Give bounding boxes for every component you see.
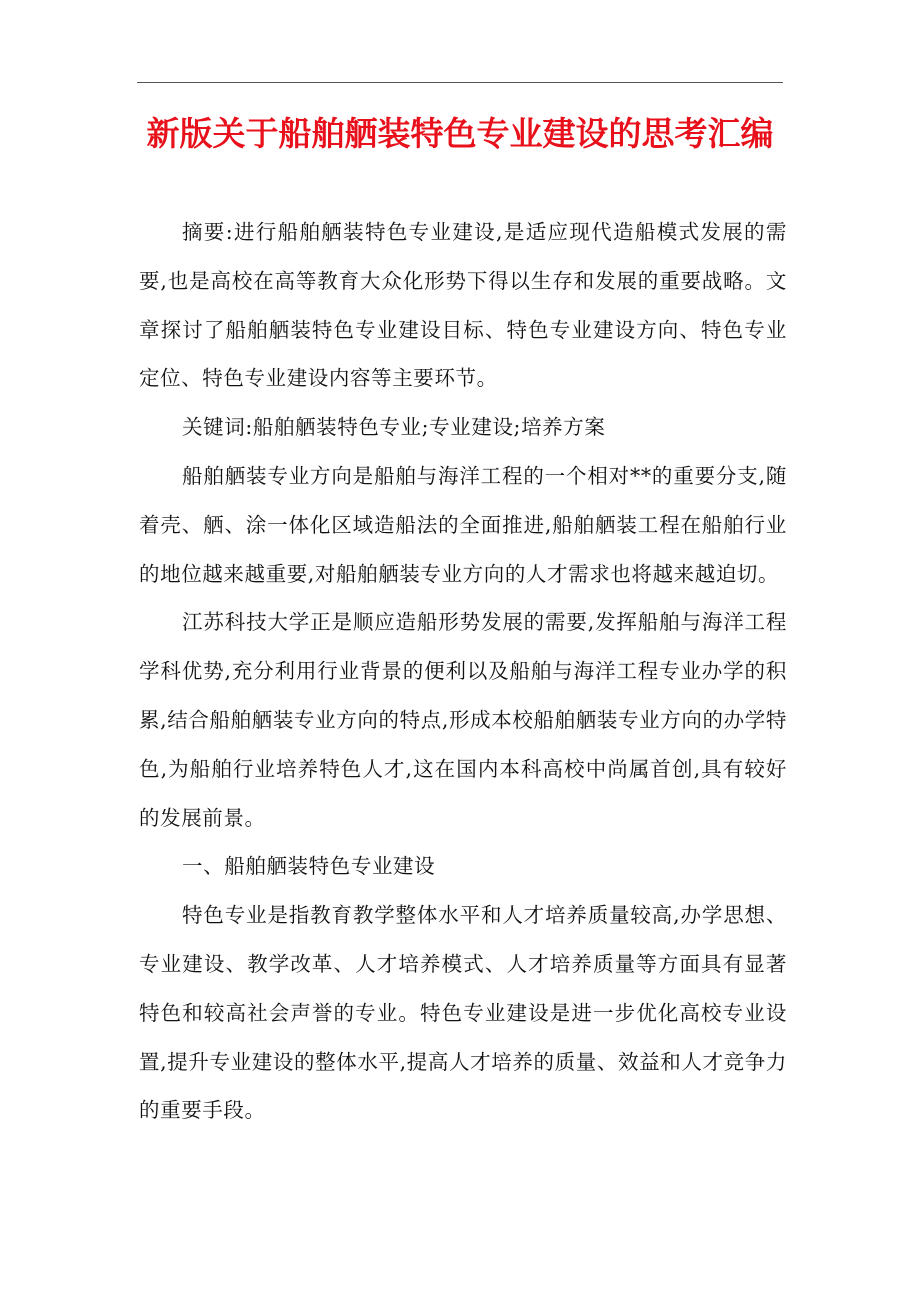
body-paragraph: 船舶舾装专业方向是船舶与海洋工程的一个相对**的重要分支,随着壳、舾、涂一体化区域造船法的全面推进,船舶舾装工程在船舶行业的地位越来越重要,对船舶舾装专业方向的人才需求也将越来越迫切。: [139, 463, 787, 586]
body-paragraph: 特色专业是指教育教学整体水平和人才培养质量较高,办学思想、专业建设、教学改革、人才培养模式、人才培养质量等方面具有显著特色和较高社会声誉的专业。特色专业建设是进一步优化高校专业设置,提升专业建设的整体水平,提高人才培养的质量、效益和人才竞争力的重要手段。: [139, 903, 787, 1123]
header-rule: [137, 82, 783, 83]
abstract-paragraph: 摘要:进行船舶舾装特色专业建设,是适应现代造船模式发展的需要,也是高校在高等教育大众化形势下得以生存和发展的重要战略。文章探讨了船舶舾装特色专业建设目标、特色专业建设方向、特色专业定位、特色专业建设内容等主要环节。: [139, 220, 787, 391]
keywords-paragraph: 关键词:船舶舾装特色专业;专业建设;培养方案: [182, 415, 606, 440]
document-title: 新版关于船舶舾装特色专业建设的思考汇编: [146, 114, 774, 153]
section-heading: 一、船舶舾装特色专业建设: [182, 854, 436, 879]
body-paragraph: 江苏科技大学正是顺应造船形势发展的需要,发挥船舶与海洋工程学科优势,充分利用行业背景的便利以及船舶与海洋工程专业办学的积累,结合船舶舾装专业方向的特点,形成本校船舶舾装专业方向的办学特色,为船舶行业培养特色人才,这在国内本科高校中尚属首创,具有较好的发展前景。: [139, 610, 787, 830]
document-body: [139, 208, 787, 1135]
